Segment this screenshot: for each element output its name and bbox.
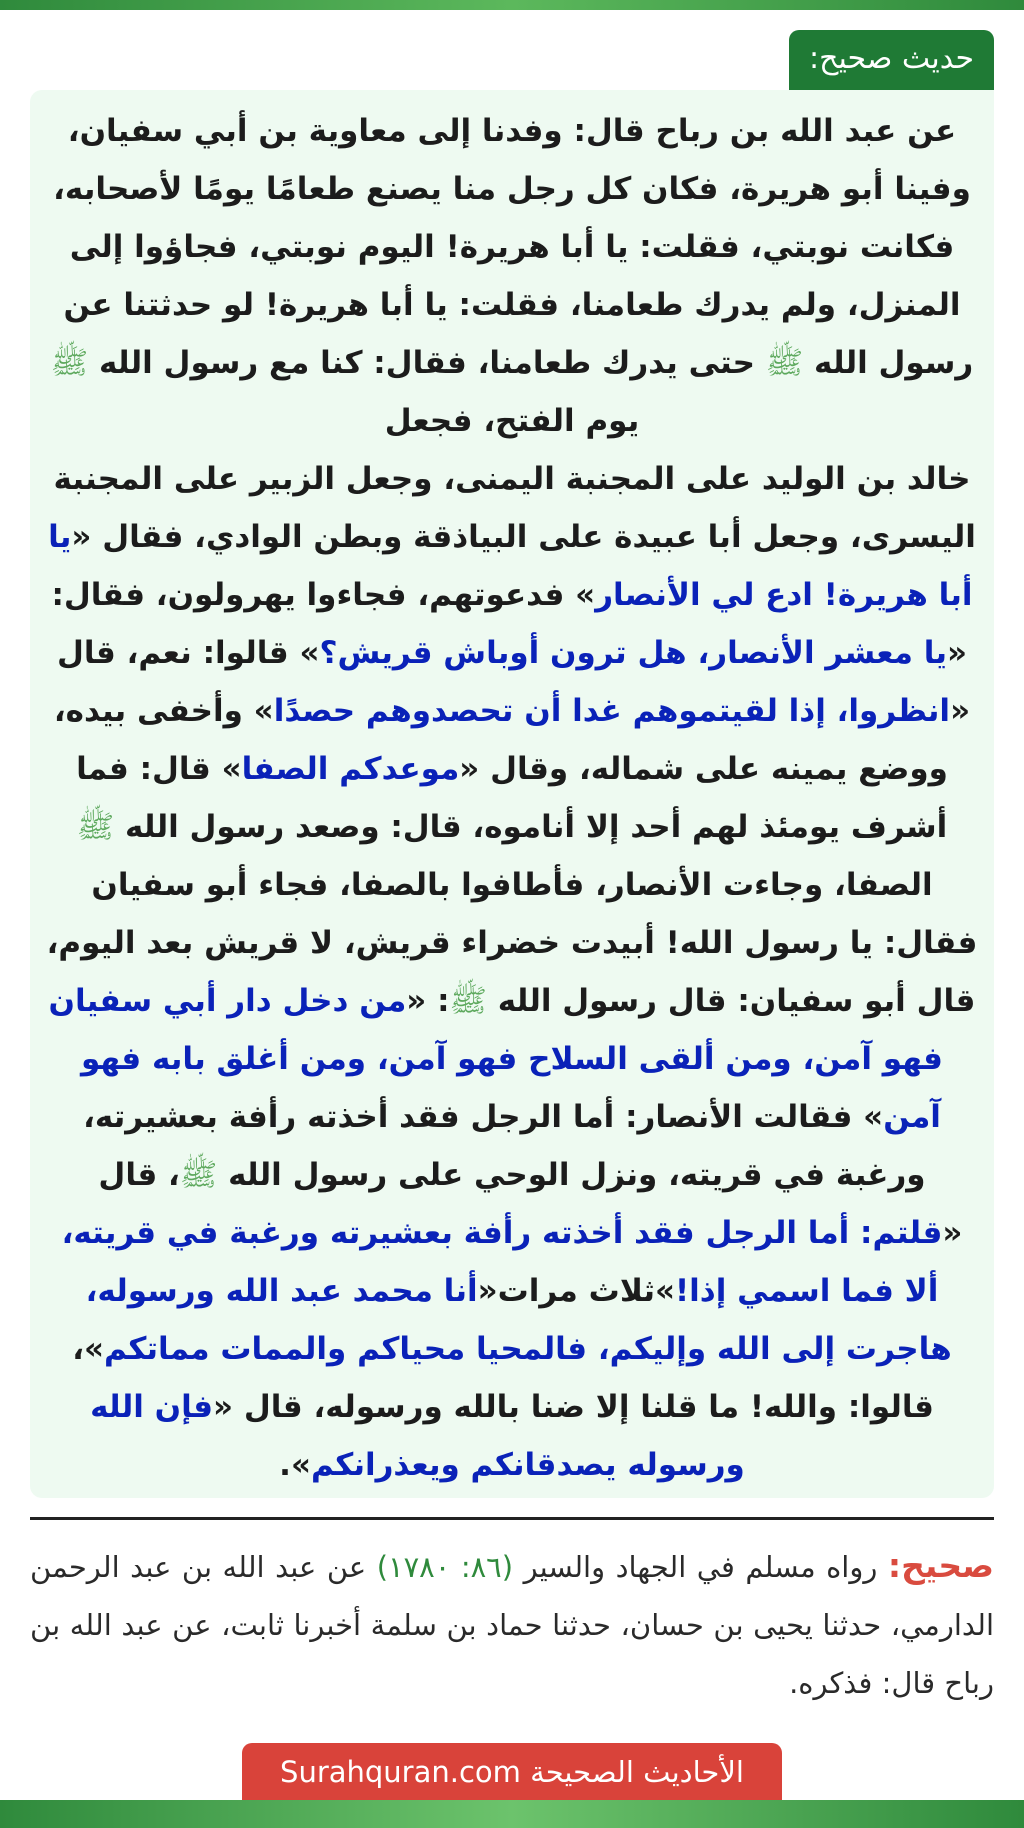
top-accent-bar — [0, 0, 1024, 10]
hadith-text: الصفا، وجاءت الأنصار، فأطافوا بالصفا، فجاء أبو سفيان فقال: يا رسول الله! أبيدت خضراء قريش، لا قريش بعد اليوم، قال أبو سفيان: قال رسول الله — [46, 867, 978, 1019]
source-text: عن عبد الله بن عبد الرحمن الدارمي، حدثنا يحيى بن حسان، حدثنا حماد بن سلمة أخبرنا ثابت، عن عبد الله بن رباح قال: فذكره. — [30, 1550, 994, 1700]
bottom-accent-bar — [0, 1800, 1024, 1828]
salawat-icon: ﷺ — [50, 345, 89, 381]
hadith-text: حتى يدرك طعامنا، فقال: كنا مع رسول الله — [99, 345, 766, 381]
hadith-text: عن عبد الله بن رباح قال: وفدنا إلى معاوية بن أبي سفيان، وفينا أبو هريرة، فكان كل رجل منا يصنع طعامًا يومًا لأصحابه، فكانت نوبتي، فقلت: يا أبا هريرة! اليوم نوبتي، فجاؤوا إلى المنزل، ولم يدرك طعامنا، فقلت: يا أبا هريرة! لو حدثتنا عن رسول الله — [53, 113, 974, 381]
hadith-text: »، قالوا: والله! ما قلنا إلا ضنا بالله ورسوله، قال « — [72, 1331, 934, 1425]
salawat-icon: ﷺ — [449, 983, 487, 1019]
hadith-text: يوم الفتح، فجعل — [384, 403, 640, 439]
prophet-quote: يا أبا هريرة! ادع لي الأنصار — [48, 519, 973, 613]
hadith-text: » فقالت الأنصار: أما الرجل فقد أخذته رأفة بعشيرته، ورغبة في قريته، ونزل الوحي على رسول الله — [83, 1099, 926, 1193]
section-divider — [30, 1517, 994, 1520]
hadith-text: ». — [279, 1447, 311, 1483]
hadith-text: ، قال « — [98, 1157, 963, 1251]
hadith-grade-badge: حديث صحيح: — [789, 30, 994, 90]
salawat-icon: ﷺ — [179, 1157, 218, 1193]
prophet-quote: من دخل دار أبي سفيان فهو آمن، ومن ألقى السلاح فهو آمن، ومن أغلق بابه فهو آمن — [48, 983, 943, 1135]
prophet-quote: قلتم: أما الرجل فقد أخذته رأفة بعشيرته ورغبة في قريته، ألا فما اسمي إذا! — [61, 1215, 943, 1309]
prophet-quote: أنا محمد عبد الله ورسوله، هاجرت إلى الله وإليكم، فالمحيا محياكم والممات مماتكم — [85, 1273, 952, 1367]
prophet-quote: انظروا، إذا لقيتموهم غدا أن تحصدوهم حصدًا — [273, 693, 951, 729]
grade-label: صحيح: — [887, 1546, 994, 1585]
hadith-text-box — [30, 90, 994, 1498]
hadith-text: خالد بن الوليد على المجنبة اليمنى، وجعل الزبير على المجنبة اليسرى، وجعل أبا عبيدة على البياذقة وبطن الوادي، فقال « — [53, 461, 976, 555]
hadith-text: : « — [406, 983, 450, 1019]
hadith-text: »ثلاث مرات« — [477, 1273, 676, 1309]
prophet-quote: يا معشر الأنصار، هل ترون أوباش قريش؟ — [319, 635, 947, 671]
source-text: رواه مسلم في الجهاد والسير — [513, 1550, 888, 1584]
hadith-text: » قالوا: نعم، قال « — [56, 635, 971, 729]
hadith-source — [30, 1537, 994, 1712]
hadith-text: » قال: فما أشرف يومئذ لهم أحد إلا أناموه، قال: وصعد رسول الله — [76, 751, 948, 845]
prophet-quote: فإن الله ورسوله يصدقانكم ويعذرانكم — [90, 1389, 745, 1483]
hadith-text: » فدعوتهم، فجاءوا يهرولون، فقال: « — [51, 577, 968, 671]
hadith-text: » وأخفى بيده، ووضع يمينه على شماله، وقال « — [53, 693, 948, 787]
source-reference: (٨٦: ١٧٨٠) — [376, 1550, 514, 1584]
salawat-icon: ﷺ — [765, 345, 804, 381]
salawat-icon: ﷺ — [76, 809, 115, 845]
prophet-quote: موعدكم الصفا — [241, 751, 460, 787]
site-footer-badge: الأحاديث الصحيحة Surahquran.com — [242, 1743, 782, 1801]
